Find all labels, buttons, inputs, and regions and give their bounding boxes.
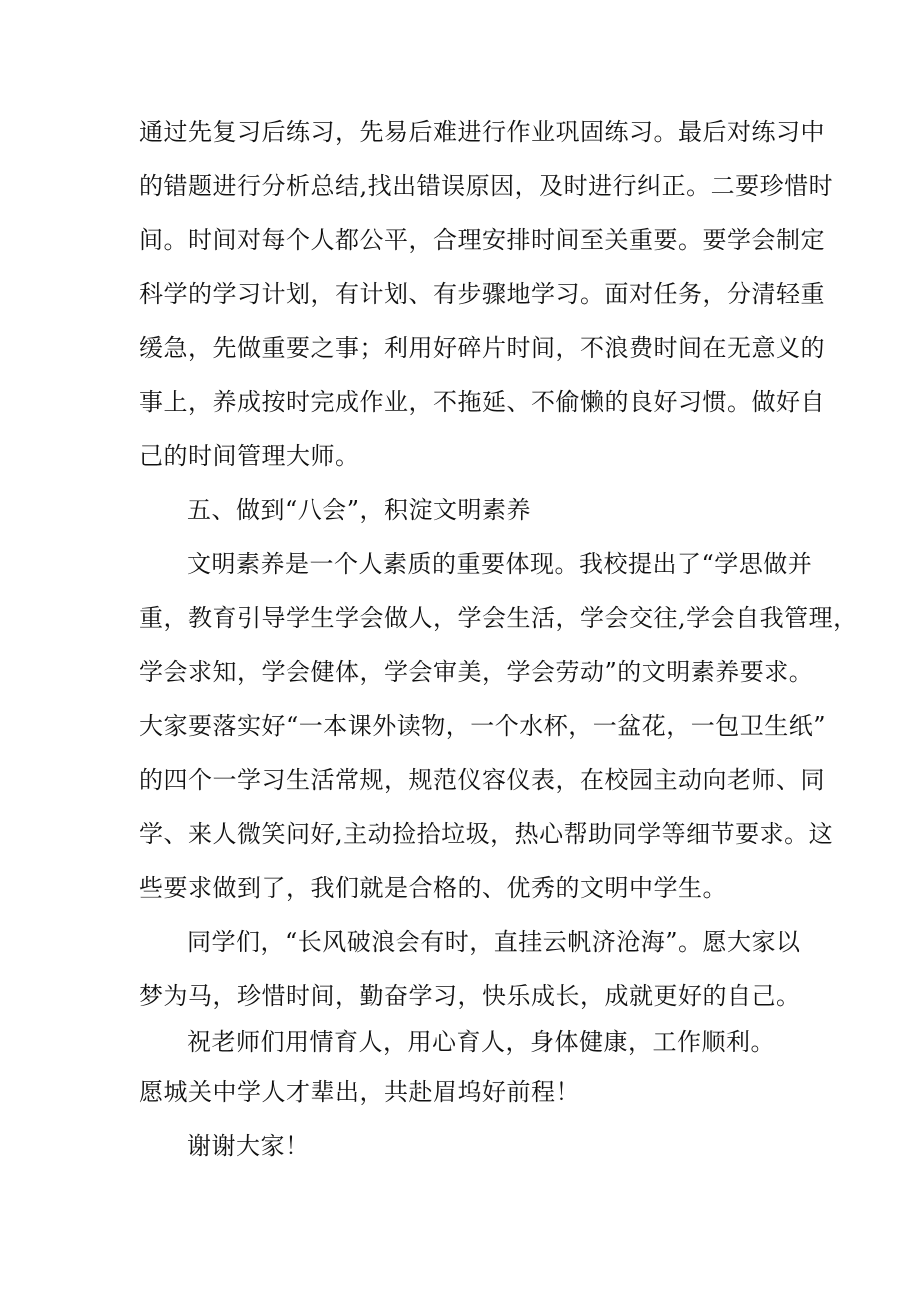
body-text-line: 梦为马，珍惜时间，勤奋学习，快乐成长，成就更好的自己。 xyxy=(139,982,801,1010)
body-text-line: 重，教育引导学生学会做人，学会生活，学会交往,学会自我管理， xyxy=(139,604,858,632)
body-text-line: 学、来人微笑问好,主动捡拾垃圾，热心帮助同学等细节要求。这 xyxy=(139,820,834,848)
body-text-line: 事上，养成按时完成作业，不拖延、不偷懒的良好习惯。做好自 xyxy=(139,388,825,416)
body-text-line: 文明素养是一个人素质的重要体现。我校提出了“学思做并 xyxy=(187,550,813,578)
body-text-line: 祝老师们用情育人，用心育人，身体健康，工作顺利。 xyxy=(187,1028,775,1056)
body-text-line: 间。时间对每个人都公平，合理安排时间至关重要。要学会制定 xyxy=(139,226,825,254)
body-text-line: 缓急，先做重要之事；利用好碎片时间，不浪费时间在无意义的 xyxy=(139,334,825,362)
section-heading: 五、做到“八会”，积淀文明素养 xyxy=(187,496,532,524)
body-text-line: 些要求做到了，我们就是合格的、优秀的文明中学生。 xyxy=(139,874,727,902)
body-text-line: 愿城关中学人才辈出，共赴眉坞好前程！ xyxy=(139,1078,580,1106)
body-text-line: 大家要落实好“一本课外读物，一个水杯，一盆花，一包卫生纸” xyxy=(139,712,827,740)
body-text-line: 同学们，“长风破浪会有时，直挂云帆济沧海”。愿大家以 xyxy=(187,928,801,956)
body-text-line: 己的时间管理大师。 xyxy=(139,442,360,470)
body-text-line: 科学的学习计划，有计划、有步骤地学习。面对任务，分清轻重 xyxy=(139,280,825,308)
closing-text: 谢谢大家！ xyxy=(187,1132,310,1160)
body-text-line: 的错题进行分析总结,找出错误原因，及时进行纠正。二要珍惜时 xyxy=(139,172,834,200)
body-text-line: 学会求知，学会健体，学会审美，学会劳动”的文明素养要求。 xyxy=(139,658,814,686)
body-text-line: 通过先复习后练习，先易后难进行作业巩固练习。最后对练习中 xyxy=(139,118,825,146)
body-text-line: 的四个一学习生活常规，规范仪容仪表，在校园主动向老师、同 xyxy=(139,766,825,794)
